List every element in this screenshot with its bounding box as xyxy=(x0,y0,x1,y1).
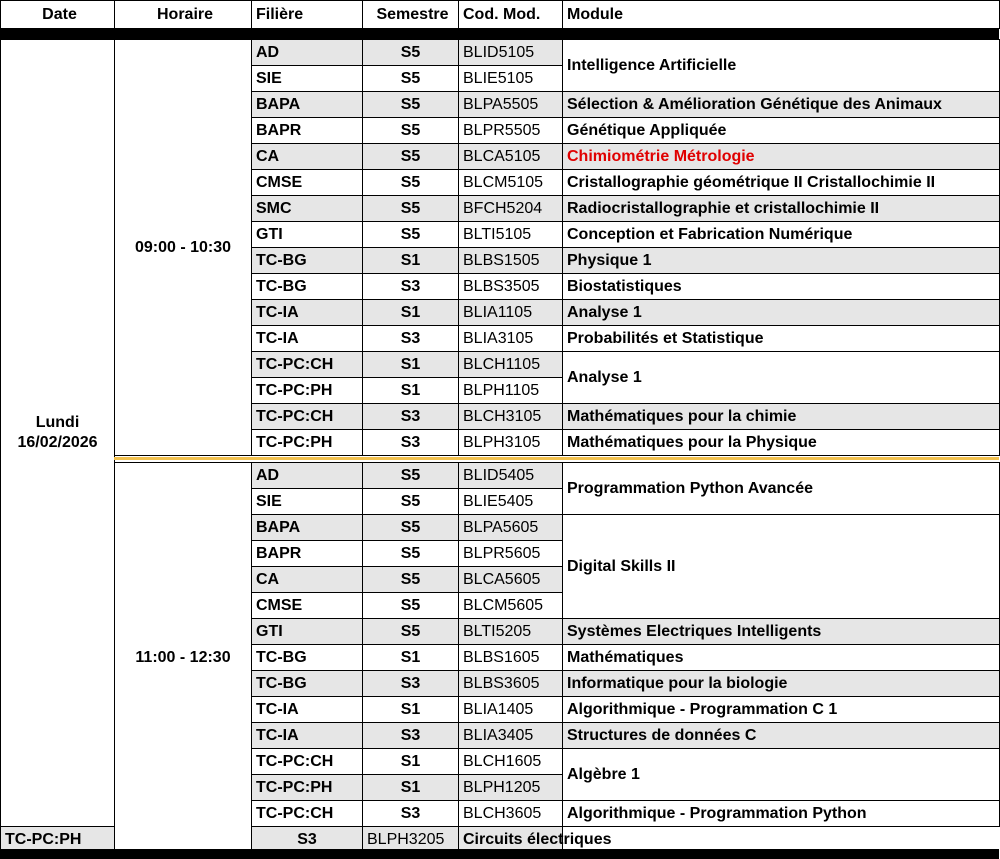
code-cell: BLCH1605 xyxy=(459,749,563,775)
semestre-cell: S1 xyxy=(363,697,459,723)
semestre-cell: S5 xyxy=(363,222,459,248)
module-cell: Physique 1 xyxy=(563,248,1000,274)
module-cell: Informatique pour la biologie xyxy=(563,671,1000,697)
semestre-cell: S5 xyxy=(363,144,459,170)
code-cell: BLBS3605 xyxy=(459,671,563,697)
filiere-cell: BAPR xyxy=(252,541,363,567)
filiere-cell: AD xyxy=(252,40,363,66)
semestre-cell: S1 xyxy=(363,378,459,404)
module-cell: Intelligence Artificielle xyxy=(563,40,1000,92)
semestre-cell: S5 xyxy=(363,40,459,66)
day-date: 16/02/2026 xyxy=(17,434,98,451)
code-cell: BLPR5505 xyxy=(459,118,563,144)
code-cell: BLIE5105 xyxy=(459,66,563,92)
semestre-cell: S3 xyxy=(363,671,459,697)
filiere-cell: TC-BG xyxy=(252,248,363,274)
slot-separator-bar xyxy=(114,457,999,460)
code-cell: BLPA5605 xyxy=(459,515,563,541)
code-cell: BLCH3105 xyxy=(459,404,563,430)
module-cell: Mathématiques xyxy=(563,645,1000,671)
code-cell: BLIA1405 xyxy=(459,697,563,723)
module-cell: Algorithmique - Programmation Python xyxy=(563,801,1000,827)
filiere-cell: TC-IA xyxy=(252,300,363,326)
filiere-cell: CA xyxy=(252,144,363,170)
header-horaire: Horaire xyxy=(115,1,252,29)
top-separator-bar xyxy=(0,28,999,40)
slot-time: 09:00 - 10:30 xyxy=(115,40,252,456)
semestre-cell: S1 xyxy=(363,300,459,326)
module-cell: Radiocristallographie et cristallochimie II xyxy=(563,196,1000,222)
filiere-cell: CMSE xyxy=(252,170,363,196)
module-cell: Conception et Fabrication Numérique xyxy=(563,222,1000,248)
schedule-body xyxy=(1,29,1000,853)
filiere-cell: TC-BG xyxy=(252,645,363,671)
semestre-cell: S5 xyxy=(363,541,459,567)
filiere-cell: BAPR xyxy=(252,118,363,144)
semestre-cell: S1 xyxy=(363,749,459,775)
filiere-cell: TC-PC:PH xyxy=(252,378,363,404)
day-cell xyxy=(1,40,115,827)
module-cell: Algèbre 1 xyxy=(563,749,1000,801)
filiere-cell: TC-PC:CH xyxy=(252,352,363,378)
code-cell: BLID5105 xyxy=(459,40,563,66)
semestre-cell: S5 xyxy=(363,515,459,541)
slot-time: 11:00 - 12:30 xyxy=(115,463,252,853)
code-cell: BLIE5405 xyxy=(459,489,563,515)
module-cell: Programmation Python Avancée xyxy=(563,463,1000,515)
filiere-cell: TC-PC:CH xyxy=(252,749,363,775)
module-cell: Systèmes Electriques Intelligents xyxy=(563,619,1000,645)
header-module: Module xyxy=(563,1,1000,29)
semestre-cell: S3 xyxy=(363,326,459,352)
code-cell: BLPH1205 xyxy=(459,775,563,801)
code-cell: BLCM5605 xyxy=(459,593,563,619)
module-cell: Circuits électriques xyxy=(459,827,563,853)
filiere-cell: TC-BG xyxy=(252,671,363,697)
code-cell: BLBS1605 xyxy=(459,645,563,671)
code-cell: BLBS3505 xyxy=(459,274,563,300)
semestre-cell: S3 xyxy=(363,404,459,430)
code-cell: BLCH3605 xyxy=(459,801,563,827)
semestre-cell: S1 xyxy=(363,248,459,274)
code-cell: BLIA3105 xyxy=(459,326,563,352)
filiere-cell: SMC xyxy=(252,196,363,222)
header-row xyxy=(1,1,1000,29)
code-cell: BLCA5605 xyxy=(459,567,563,593)
semestre-cell: S5 xyxy=(363,118,459,144)
filiere-cell: TC-IA xyxy=(252,697,363,723)
filiere-cell: TC-PC:CH xyxy=(252,404,363,430)
semestre-cell: S3 xyxy=(363,801,459,827)
filiere-cell: GTI xyxy=(252,619,363,645)
filiere-cell: TC-IA xyxy=(252,326,363,352)
module-cell: Chimiométrie Métrologie xyxy=(563,144,1000,170)
module-cell: Sélection & Amélioration Génétique des Animaux xyxy=(563,92,1000,118)
semestre-cell: S1 xyxy=(363,352,459,378)
code-cell: BLTI5205 xyxy=(459,619,563,645)
code-cell: BFCH5204 xyxy=(459,196,563,222)
code-cell: BLPH3105 xyxy=(459,430,563,456)
filiere-cell: TC-IA xyxy=(252,723,363,749)
code-cell: BLPR5605 xyxy=(459,541,563,567)
day-name: Lundi xyxy=(35,414,80,431)
code-cell: BLBS1505 xyxy=(459,248,563,274)
module-cell: Analyse 1 xyxy=(563,300,1000,326)
code-cell: BLPA5505 xyxy=(459,92,563,118)
filiere-cell: SIE xyxy=(252,489,363,515)
filiere-cell: BAPA xyxy=(252,92,363,118)
filiere-cell: TC-PC:CH xyxy=(252,801,363,827)
bottom-border-bar xyxy=(0,849,999,859)
code-cell: BLIA1105 xyxy=(459,300,563,326)
filiere-cell: AD xyxy=(252,463,363,489)
module-cell: Algorithmique - Programmation C 1 xyxy=(563,697,1000,723)
semestre-cell: S5 xyxy=(363,489,459,515)
semestre-cell: S3 xyxy=(363,430,459,456)
module-cell: Génétique Appliquée xyxy=(563,118,1000,144)
semestre-cell: S5 xyxy=(363,593,459,619)
header-semestre: Semestre xyxy=(363,1,459,29)
module-cell: Analyse 1 xyxy=(563,352,1000,404)
filiere-cell: TC-PC:PH xyxy=(252,430,363,456)
module-cell: Digital Skills II xyxy=(563,515,1000,619)
module-cell: Cristallographie géométrique II Cristallochimie II xyxy=(563,170,1000,196)
semestre-cell: S5 xyxy=(363,196,459,222)
module-cell: Mathématiques pour la chimie xyxy=(563,404,1000,430)
module-cell: Mathématiques pour la Physique xyxy=(563,430,1000,456)
filiere-cell: TC-PC:PH xyxy=(252,775,363,801)
semestre-cell: S5 xyxy=(363,92,459,118)
filiere-cell: CMSE xyxy=(252,593,363,619)
semestre-cell: S1 xyxy=(363,645,459,671)
semestre-cell: S5 xyxy=(363,170,459,196)
code-cell: BLTI5105 xyxy=(459,222,563,248)
table-row xyxy=(1,463,1000,489)
code-cell: BLCH1105 xyxy=(459,352,563,378)
filiere-cell: GTI xyxy=(252,222,363,248)
module-cell: Structures de données C xyxy=(563,723,1000,749)
semestre-cell: S3 xyxy=(363,723,459,749)
semestre-cell: S5 xyxy=(363,619,459,645)
code-cell: BLPH1105 xyxy=(459,378,563,404)
filiere-cell: TC-PC:PH xyxy=(1,827,115,853)
semestre-cell: S1 xyxy=(363,775,459,801)
header-filiere: Filière xyxy=(252,1,363,29)
code-cell: BLCA5105 xyxy=(459,144,563,170)
filiere-cell: CA xyxy=(252,567,363,593)
code-cell: BLIA3405 xyxy=(459,723,563,749)
header-date: Date xyxy=(1,1,115,29)
header-code: Cod. Mod. xyxy=(459,1,563,29)
table-row xyxy=(1,40,1000,66)
semestre-cell: S3 xyxy=(363,274,459,300)
module-cell: Probabilités et Statistique xyxy=(563,326,1000,352)
semestre-cell: S5 xyxy=(363,66,459,92)
filiere-cell: SIE xyxy=(252,66,363,92)
code-cell: BLID5405 xyxy=(459,463,563,489)
semestre-cell: S5 xyxy=(363,567,459,593)
code-cell: BLPH3205 xyxy=(363,827,459,853)
code-cell: BLCM5105 xyxy=(459,170,563,196)
filiere-cell: TC-BG xyxy=(252,274,363,300)
module-cell: Biostatistiques xyxy=(563,274,1000,300)
filiere-cell: BAPA xyxy=(252,515,363,541)
semestre-cell: S5 xyxy=(363,463,459,489)
semestre-cell: S3 xyxy=(252,827,363,853)
